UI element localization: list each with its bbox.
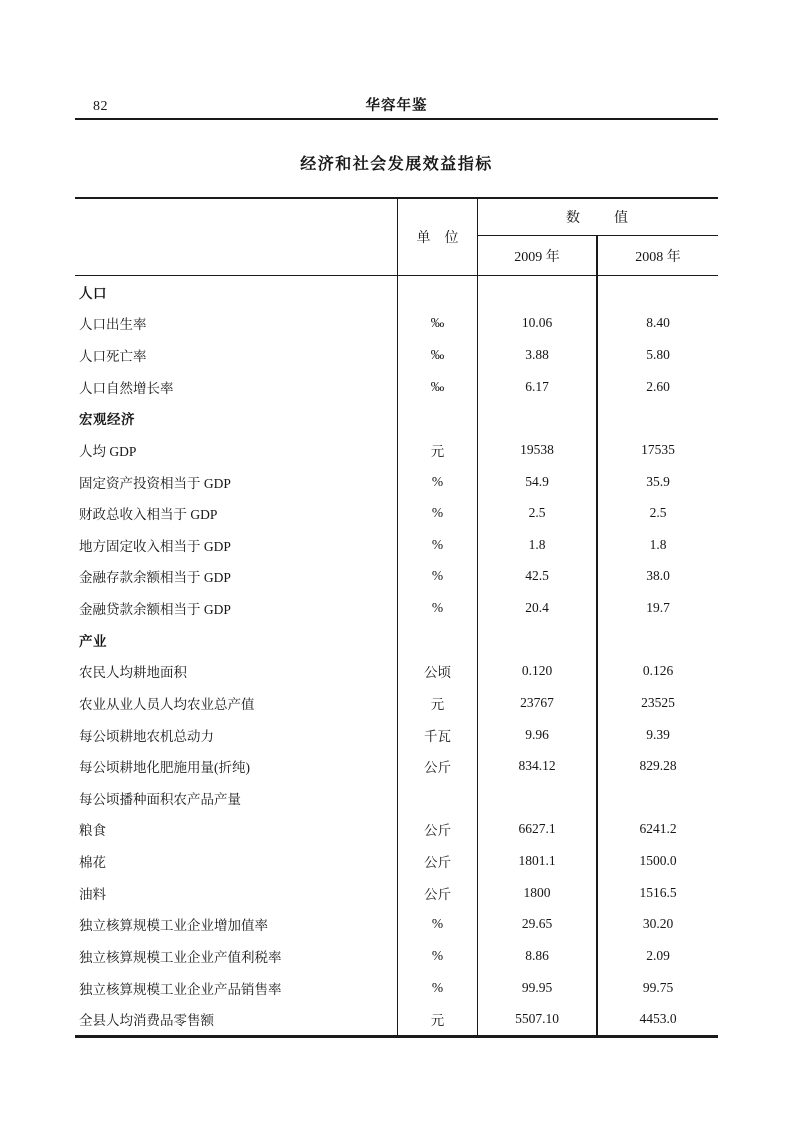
- value-2008-cell: 1.8: [649, 536, 667, 552]
- unit-cell: %: [397, 940, 478, 972]
- unit-cell: 公斤: [397, 845, 478, 877]
- value-2008-cell: [598, 403, 718, 435]
- value-2008-cell: 1500.0: [639, 853, 677, 869]
- value-2009-cell: 54.9: [478, 466, 598, 498]
- indicator-cell: 产业: [79, 633, 107, 649]
- table-title: 经济和社会发展效益指标: [300, 156, 493, 173]
- value-2009-cell: [478, 276, 598, 308]
- unit-cell: [397, 782, 478, 814]
- book-title: 华容年鉴: [365, 98, 428, 114]
- value-2009-cell: 1800: [478, 877, 598, 909]
- indicator-cell: 固定资产投资相当于 GDP: [79, 475, 231, 491]
- indicator-cell: 每公顷耕地化肥施用量(折纯): [79, 760, 250, 776]
- unit-cell: %: [397, 592, 478, 624]
- value-2008-cell: 23525: [641, 694, 675, 710]
- unit-column-header: 单 位: [397, 199, 478, 275]
- unit-cell: ‰: [397, 339, 478, 371]
- value-2009-cell: 29.65: [478, 909, 598, 941]
- value-2009-cell: [478, 782, 598, 814]
- indicator-cell: 棉花: [79, 855, 106, 871]
- unit-cell: 元: [397, 434, 478, 466]
- unit-cell: %: [397, 529, 478, 561]
- value-2008-cell: 99.75: [642, 979, 674, 995]
- indicator-cell: 农业从业人员人均农业总产值: [79, 696, 255, 712]
- value-2009-cell: 23767: [478, 687, 598, 719]
- indicator-cell: 人均 GDP: [79, 443, 137, 459]
- value-2008-cell: 1516.5: [639, 884, 677, 900]
- value-2008-cell: 6241.2: [639, 821, 677, 837]
- indicator-cell: 独立核算规模工业企业产值利税率: [79, 949, 282, 965]
- indicator-cell: 人口死亡率: [79, 349, 147, 365]
- value-2009-cell: 0.120: [478, 656, 598, 688]
- value-2008-cell: 2.09: [646, 947, 670, 963]
- indicator-cell: 地方固定收入相当于 GDP: [79, 538, 231, 554]
- value-2008-cell: 4453.0: [639, 1011, 677, 1027]
- value-group-header: 数 值: [478, 199, 718, 236]
- page-header: [75, 94, 718, 120]
- value-2009-cell: 99.95: [478, 972, 598, 1004]
- value-2009-cell: 1.8: [478, 529, 598, 561]
- indicator-cell: 粮食: [79, 823, 106, 839]
- value-2008-cell: 8.40: [646, 315, 670, 331]
- value-2008-cell: 38.0: [646, 568, 670, 584]
- unit-cell: [397, 624, 478, 656]
- unit-cell: 公斤: [397, 750, 478, 782]
- unit-cell: %: [397, 909, 478, 941]
- indicator-cell: 独立核算规模工业企业增加值率: [79, 918, 268, 934]
- value-2009-cell: 42.5: [478, 561, 598, 593]
- value-2009-cell: 3.88: [478, 339, 598, 371]
- table-body: [75, 276, 718, 1035]
- unit-cell: 公斤: [397, 877, 478, 909]
- value-2009-cell: 6.17: [478, 371, 598, 403]
- indicator-cell: 农民人均耕地面积: [79, 665, 187, 681]
- indicator-cell: 每公顷播种面积农产品产量: [79, 791, 241, 807]
- indicator-cell: 人口出生率: [79, 317, 147, 333]
- unit-cell: ‰: [397, 308, 478, 340]
- value-2009-cell: [478, 403, 598, 435]
- indicator-cell: 财政总收入相当于 GDP: [79, 507, 218, 523]
- indicator-cell: 金融贷款余额相当于 GDP: [79, 602, 231, 618]
- indicator-column-header: [75, 199, 397, 275]
- page-number: 82: [93, 99, 108, 114]
- value-2009-cell: 2.5: [478, 497, 598, 529]
- value-2009-cell: 9.96: [478, 719, 598, 751]
- indicator-cell: 独立核算规模工业企业产品销售率: [79, 981, 282, 997]
- unit-cell: ‰: [397, 371, 478, 403]
- unit-cell: 元: [397, 687, 478, 719]
- value-2009-cell: 1801.1: [478, 845, 598, 877]
- unit-cell: 元: [397, 1003, 478, 1035]
- indicator-cell: 宏观经济: [79, 412, 135, 428]
- value-2009-cell: 6627.1: [478, 814, 598, 846]
- unit-cell: %: [397, 561, 478, 593]
- value-2008-cell: 30.20: [642, 916, 674, 932]
- unit-cell: 千瓦: [397, 719, 478, 751]
- unit-cell: %: [397, 466, 478, 498]
- value-2008-cell: 0.126: [642, 663, 674, 679]
- indicator-cell: 每公顷耕地农机总动力: [79, 728, 214, 744]
- value-2009-cell: 10.06: [478, 308, 598, 340]
- value-2008-cell: [598, 624, 718, 656]
- indicator-cell: 全县人均消费品零售额: [79, 1013, 214, 1029]
- unit-cell: [397, 276, 478, 308]
- value-2009-cell: 5507.10: [478, 1003, 598, 1035]
- value-2008-cell: 19.7: [646, 600, 670, 616]
- unit-cell: 公顷: [397, 656, 478, 688]
- unit-cell: [397, 403, 478, 435]
- value-2009-cell: 20.4: [478, 592, 598, 624]
- value-2008-cell: 9.39: [646, 726, 670, 742]
- indicator-cell: 人口自然增长率: [79, 380, 174, 396]
- unit-cell: %: [397, 972, 478, 1004]
- indicator-cell: 人口: [79, 285, 107, 301]
- statistics-table: [75, 197, 718, 1038]
- value-2008-cell: 17535: [641, 441, 675, 457]
- year-2009-column-header: 2009 年: [478, 236, 598, 275]
- value-2008-cell: 2.60: [646, 378, 670, 394]
- value-2008-cell: 35.9: [646, 473, 670, 489]
- value-2008-cell: 5.80: [646, 347, 670, 363]
- value-2009-cell: 8.86: [478, 940, 598, 972]
- value-2009-cell: 834.12: [478, 750, 598, 782]
- value-2009-cell: 19538: [478, 434, 598, 466]
- value-2008-cell: [598, 276, 718, 308]
- unit-cell: 公斤: [397, 814, 478, 846]
- value-2008-cell: 2.5: [649, 505, 667, 521]
- indicator-cell: 油料: [79, 886, 106, 902]
- value-2008-cell: [598, 782, 718, 814]
- year-2008-column-header: 2008 年: [635, 249, 681, 265]
- indicator-cell: 金融存款余额相当于 GDP: [79, 570, 231, 586]
- value-2008-cell: 829.28: [639, 758, 677, 774]
- value-2009-cell: [478, 624, 598, 656]
- table-header: [75, 199, 718, 276]
- unit-cell: %: [397, 497, 478, 529]
